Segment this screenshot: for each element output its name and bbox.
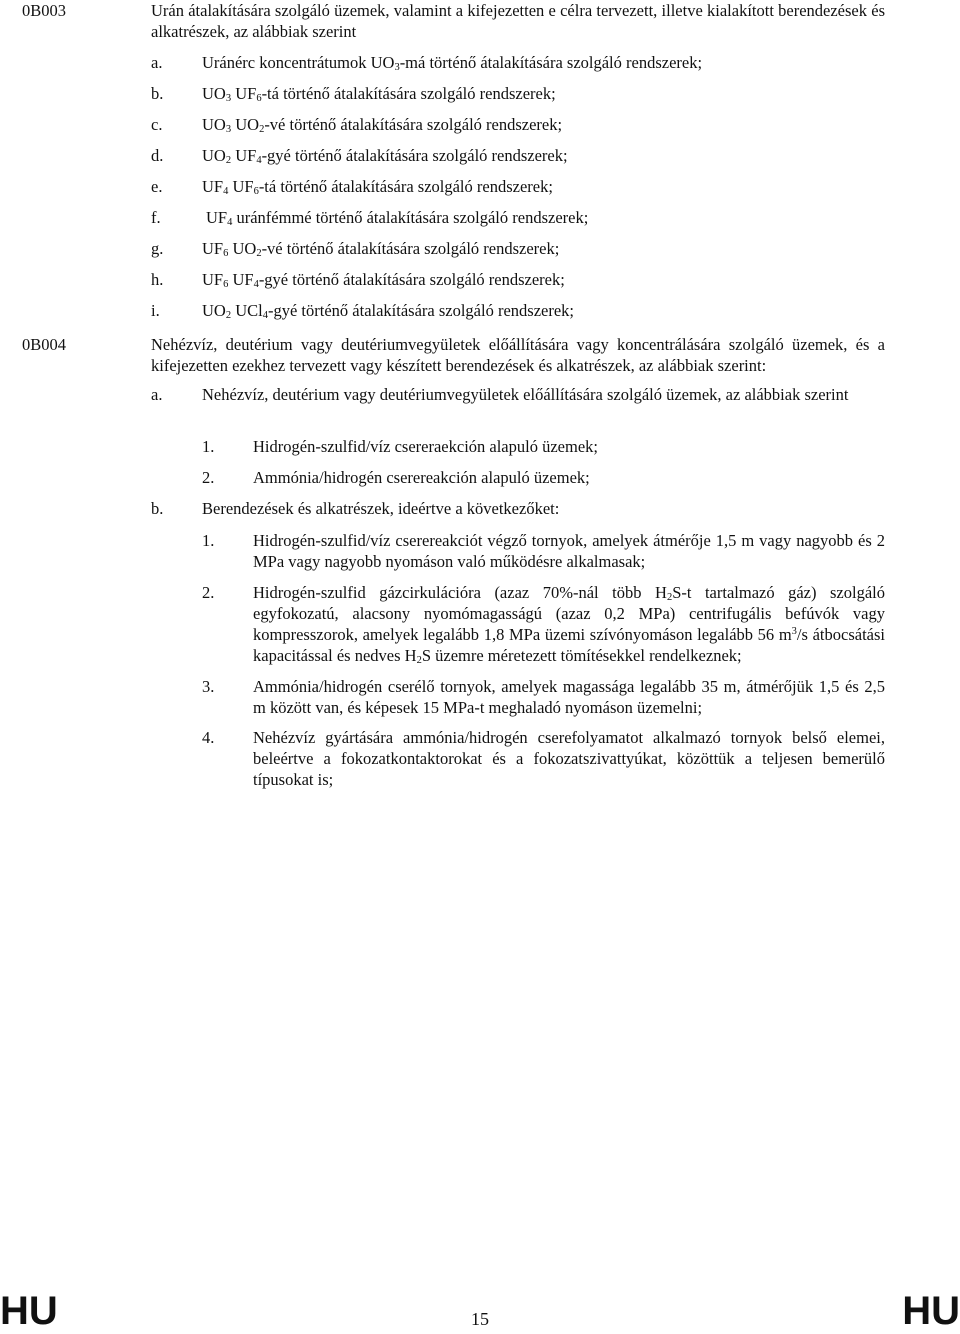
list-item: $UO_2$ UCl$_4$-gyé történő átalakítására szolgáló rendszerek;	[202, 301, 575, 321]
list-item: $UO_2$ $UF_4$-gyé történő átalakítására szolgáló rendszerek;	[202, 146, 568, 166]
item-label: e.	[151, 177, 163, 196]
section-intro-0b004: Nehézvíz, deutérium vagy deutériumvegyületek előállítására vagy koncentrálására szolgáló üzemek, és a kifejezetten ezekhez tervezett vagy készített berendezések és alkatrészek, az alábbiak szerint:	[151, 335, 885, 375]
subitem-text: Hidrogén-szulfid/víz csereraekción alapuló üzemek;	[253, 437, 598, 456]
item-label: g.	[151, 239, 164, 258]
section-intro-0b003: Urán átalakítására szolgáló üzemek, valamint a kifejezetten e célra tervezett, illetve kialakított berendezések és alkatrészek, az alábbiak szerint	[151, 1, 885, 41]
list-item: $UO_3$ $UO_2-vé$ történő átalakítására szolgáló rendszerek;	[202, 115, 563, 135]
subitem-number: 4.	[202, 728, 215, 747]
item-label: a.	[151, 385, 163, 404]
item-b-text: Berendezések és alkatrészek, ideértve a következőket:	[202, 499, 560, 518]
item-label: a.	[151, 53, 163, 72]
footer-language-left: HU	[0, 1289, 58, 1333]
subitem-text: Ammónia/hidrogén cserélő tornyok, amelyek magassága legalább 35 m, átmérőjük 1,5 és 2,5 m között van, és képesek 15 MPa-t meghaladó nyomáson üzemelni;	[253, 677, 885, 717]
section-code-0b003: 0B003	[22, 1, 67, 20]
subitem-number: 2.	[202, 468, 215, 487]
page-number: 15	[471, 1309, 489, 1329]
subitem-number: 1.	[202, 437, 215, 456]
subitem-number: 1.	[202, 531, 215, 550]
item-label: c.	[151, 115, 163, 134]
subitem-number: 3.	[202, 677, 215, 696]
list-item: $UF_6$ $UO_2-vé$ történő átalakítására szolgáló rendszerek;	[202, 239, 560, 259]
list-item: $UF_4$ $UF_6-tá$ történő átalakítására szolgáló rendszerek;	[202, 177, 553, 197]
subitem-text: Nehézvíz gyártására ammónia/hidrogén cserefolyamatot alkalmazó tornyok belső elemei, beleértve a fokozatkontaktorokat és a fokozatszivattyúkat, közöttük a teljesen bemerülő típusokat is;	[253, 728, 885, 789]
subitem-number: 2.	[202, 583, 215, 602]
subitem-text: Hidrogén-szulfid gázcirkulációra (azaz 70%-nál több $H_2S-t$ tartalmazó gáz) szolgáló egyfokozatú, alacsony nyomómagasságú (azaz 0,2 MPa) centrifugális befúvók vagy kompresszorok, amelyek legalább 1,8 MPa üzemi szívónyomáson legalább 56 $m^3/s$ átbocsátási kapacitással és nedves $H_2S$ üzemre méretezett tömítésekkel rendelkeznek;	[253, 583, 885, 666]
subitem-text: Hidrogén-szulfid/víz cserereakciót végző tornyok, amelyek átmérője 1,5 m vagy nagyobb és 2 MPa vagy nagyobb nyomáson való működésre alkalmasak;	[253, 531, 885, 571]
item-label: h.	[151, 270, 164, 289]
item-label: i.	[151, 301, 160, 320]
item-label: f.	[151, 208, 161, 227]
item-a-text: Nehézvíz, deutérium vagy deutériumvegyületek előállítására szolgáló üzemek, az alábbiak szerint	[202, 385, 849, 404]
list-item: $UF_6$ $UF_4$-gyé történő átalakítására szolgáló rendszerek;	[202, 270, 565, 290]
item-label: d.	[151, 146, 164, 165]
item-label: b.	[151, 84, 164, 103]
footer-language-right: HU	[902, 1289, 960, 1333]
list-item: $UO_3$ $UF_6-tá$ történő átalakítására szolgáló rendszerek;	[202, 84, 556, 104]
list-item: Uránérc koncentrátumok $UO_3-má$ történő átalakítására szolgáló rendszerek;	[202, 53, 703, 73]
list-item: $UF_4$ uránfémmé történő átalakítására szolgáló rendszerek;	[206, 208, 589, 228]
item-label: b.	[151, 499, 164, 518]
section-code-0b004: 0B004	[22, 335, 67, 354]
subitem-text: Ammónia/hidrogén cserereakción alapuló üzemek;	[253, 468, 590, 487]
